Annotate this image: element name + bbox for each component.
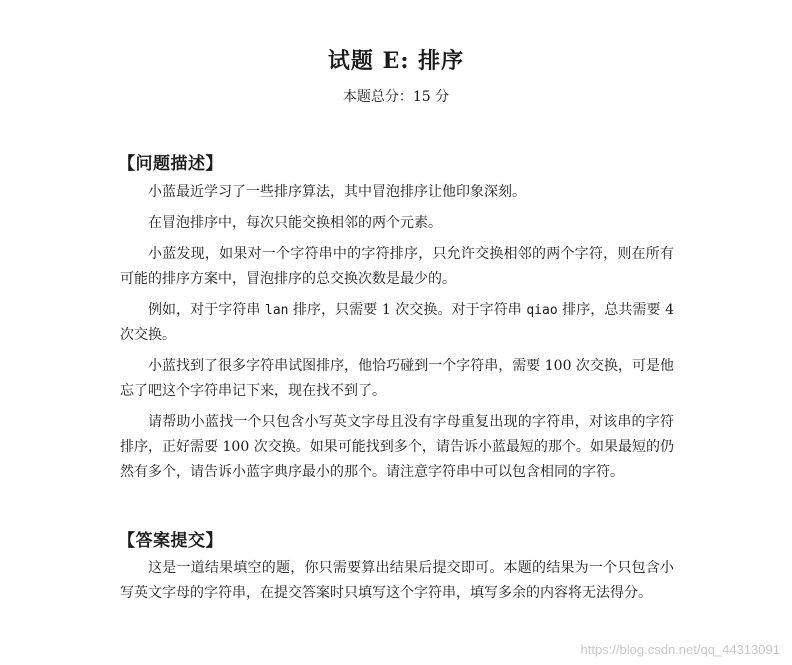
description-paragraph-4 [120, 298, 674, 348]
submission-paragraph: 这是一道结果填空的题，你只需要算出结果后提交即可。本题的结果为一个只包含小写英文字母的字符串，在提交答案时只填写这个字符串，填写多余的内容将无法得分。 [120, 560, 674, 601]
problem-score: 本题总分：15 分 [342, 89, 450, 105]
problem-description [120, 180, 674, 491]
answer-submission [120, 556, 674, 612]
problem-title: 试题 E: 排序 [327, 48, 465, 74]
description-paragraph-1: 小蓝最近学习了一些排序算法，其中冒泡排序让他印象深刻。 [148, 184, 526, 200]
description-paragraph-3: 小蓝发现，如果对一个字符串中的字符排序，只允许交换相邻的两个字符，则在所有可能的排序方案中，冒泡排序的总交换次数是最少的。 [120, 246, 674, 287]
code-qiao: qiao [526, 303, 558, 318]
p4-text-a: 例如，对于字符串 [148, 302, 265, 318]
p4-text-b: 排序，只需要 1 次交换。对于字符串 [288, 302, 527, 318]
description-paragraph-2: 在冒泡排序中，每次只能交换相邻的两个元素。 [148, 215, 442, 231]
code-lan: lan [265, 303, 289, 318]
p4-text-c: 排序，总共需要 4 次交换。 [120, 302, 675, 343]
description-paragraph-6: 请帮助小蓝找一个只包含小写英文字母且没有字母重复出现的字符串，对该串的字符排序，正好需要 100 次交换。如果可能找到多个，请告诉小蓝最短的那个。如果最短的仍然有多个，请告诉小蓝字典序最小的那个。请注意字符串中可以包含相同的字符。 [120, 414, 674, 480]
watermark-url: https://blog.csdn.net/qq_44313091 [580, 642, 780, 657]
answer-submission-heading: 【答案提交】 [118, 531, 223, 551]
problem-description-heading: 【问题描述】 [118, 154, 223, 174]
description-paragraph-5: 小蓝找到了很多字符串试图排序，他恰巧碰到一个字符串，需要 100 次交换，可是他忘了吧这个字符串记下来，现在找不到了。 [120, 358, 674, 399]
